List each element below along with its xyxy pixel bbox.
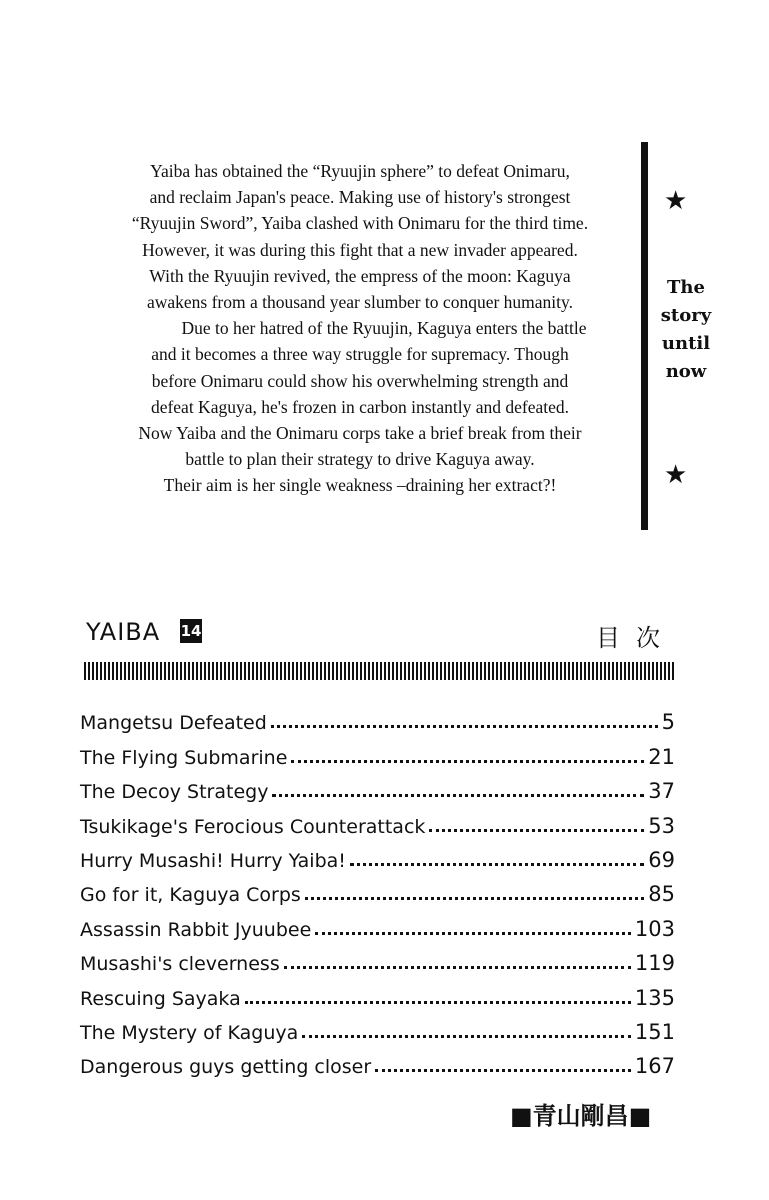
chapter-title: Assassin Rabbit Jyuubee	[80, 918, 312, 941]
leader-dots	[315, 932, 631, 935]
side-heading-line: now	[665, 361, 707, 382]
leader-dots	[284, 966, 631, 969]
toc-entry	[80, 941, 675, 975]
series-title: YAIBA	[86, 618, 161, 646]
chapter-title: Mangetsu Defeated	[80, 712, 267, 735]
leader-dots	[245, 1001, 631, 1004]
toc-entry	[80, 700, 675, 734]
chapter-title: The Flying Submarine	[80, 746, 288, 769]
story-summary	[75, 158, 645, 499]
toc-entry	[80, 1044, 675, 1078]
toc-entry	[80, 906, 675, 940]
toc-entry	[80, 838, 675, 872]
page-number: 21	[648, 744, 675, 769]
chapter-title: Rescuing Sayaka	[80, 987, 241, 1010]
chapter-title: The Mystery of Kaguya	[80, 1021, 299, 1044]
page-number: 119	[634, 951, 675, 976]
leader-dots	[302, 1035, 631, 1038]
page-number: 167	[634, 1054, 675, 1079]
story-line: However, it was during this fight that a new invader appeared.	[142, 239, 578, 260]
chapter-title: Musashi's cleverness	[80, 953, 280, 976]
leader-dots	[272, 794, 644, 797]
leader-dots	[375, 1069, 631, 1072]
chapter-title: Hurry Musashi! Hurry Yaiba!	[80, 849, 346, 872]
side-heading-line: until	[661, 333, 711, 354]
author-name: ■青山剛昌■	[510, 1102, 652, 1130]
chapter-title: The Decoy Strategy	[80, 781, 269, 804]
story-line: “Ryuujin Sword”, Yaiba clashed with Onimaru for the third time.	[131, 213, 589, 234]
page-number: 5	[661, 710, 675, 735]
toc-entry	[80, 734, 675, 768]
story-line: Yaiba has obtained the “Ryuujin sphere” to defeat Onimaru,	[150, 161, 570, 181]
page-number: 151	[634, 1019, 675, 1044]
story-line: and it becomes a three way struggle for supremacy. Though	[151, 344, 569, 365]
chapter-title: Dangerous guys getting closer	[80, 1056, 372, 1079]
tick-divider	[84, 662, 676, 680]
leader-dots	[429, 829, 644, 832]
star-icon: ★	[664, 460, 688, 490]
side-heading	[650, 274, 722, 386]
page-number: 135	[634, 985, 675, 1010]
star-icon: ★	[664, 186, 688, 216]
leader-dots	[305, 897, 644, 900]
page-number: 37	[648, 779, 675, 804]
page-number: 53	[648, 813, 675, 838]
leader-dots	[271, 725, 658, 728]
chapter-title: Tsukikage's Ferocious Counterattack	[80, 815, 426, 838]
story-line: and reclaim Japan's peace. Making use of history's strongest	[149, 187, 571, 208]
story-line: With the Ryuujin revived, the empress of the moon: Kaguya	[149, 265, 571, 286]
contents-heading: 目次	[596, 624, 676, 652]
story-line: defeat Kaguya, he's frozen in carbon instantly and defeated.	[150, 396, 570, 417]
chapter-title: Go for it, Kaguya Corps	[80, 884, 301, 907]
vertical-divider	[641, 142, 648, 530]
leader-dots	[350, 863, 644, 866]
side-heading-line: The	[667, 277, 705, 298]
story-line: before Onimaru could show his overwhelming strength and	[151, 370, 569, 391]
volume-badge: 14	[180, 619, 202, 643]
story-line: battle to plan their strategy to drive Kaguya away.	[185, 449, 535, 470]
page-number: 103	[634, 916, 675, 941]
page-number: 85	[648, 882, 675, 907]
toc-entry	[80, 872, 675, 906]
story-line: awakens from a thousand year slumber to conquer humanity.	[146, 292, 574, 313]
story-line: Their aim is her single weakness –draining her extract?!	[163, 475, 557, 496]
toc-entry	[80, 769, 675, 803]
story-line: Due to her hatred of the Ryuujin, Kaguya enters the battle	[181, 318, 587, 339]
leader-dots	[291, 760, 644, 763]
toc-entry	[80, 803, 675, 837]
toc-entry	[80, 1010, 675, 1044]
toc-entry	[80, 975, 675, 1009]
side-heading-line: story	[660, 305, 712, 326]
table-of-contents	[80, 700, 675, 1078]
page-number: 69	[648, 847, 675, 872]
story-line: Now Yaiba and the Onimaru corps take a brief break from their	[138, 423, 582, 444]
